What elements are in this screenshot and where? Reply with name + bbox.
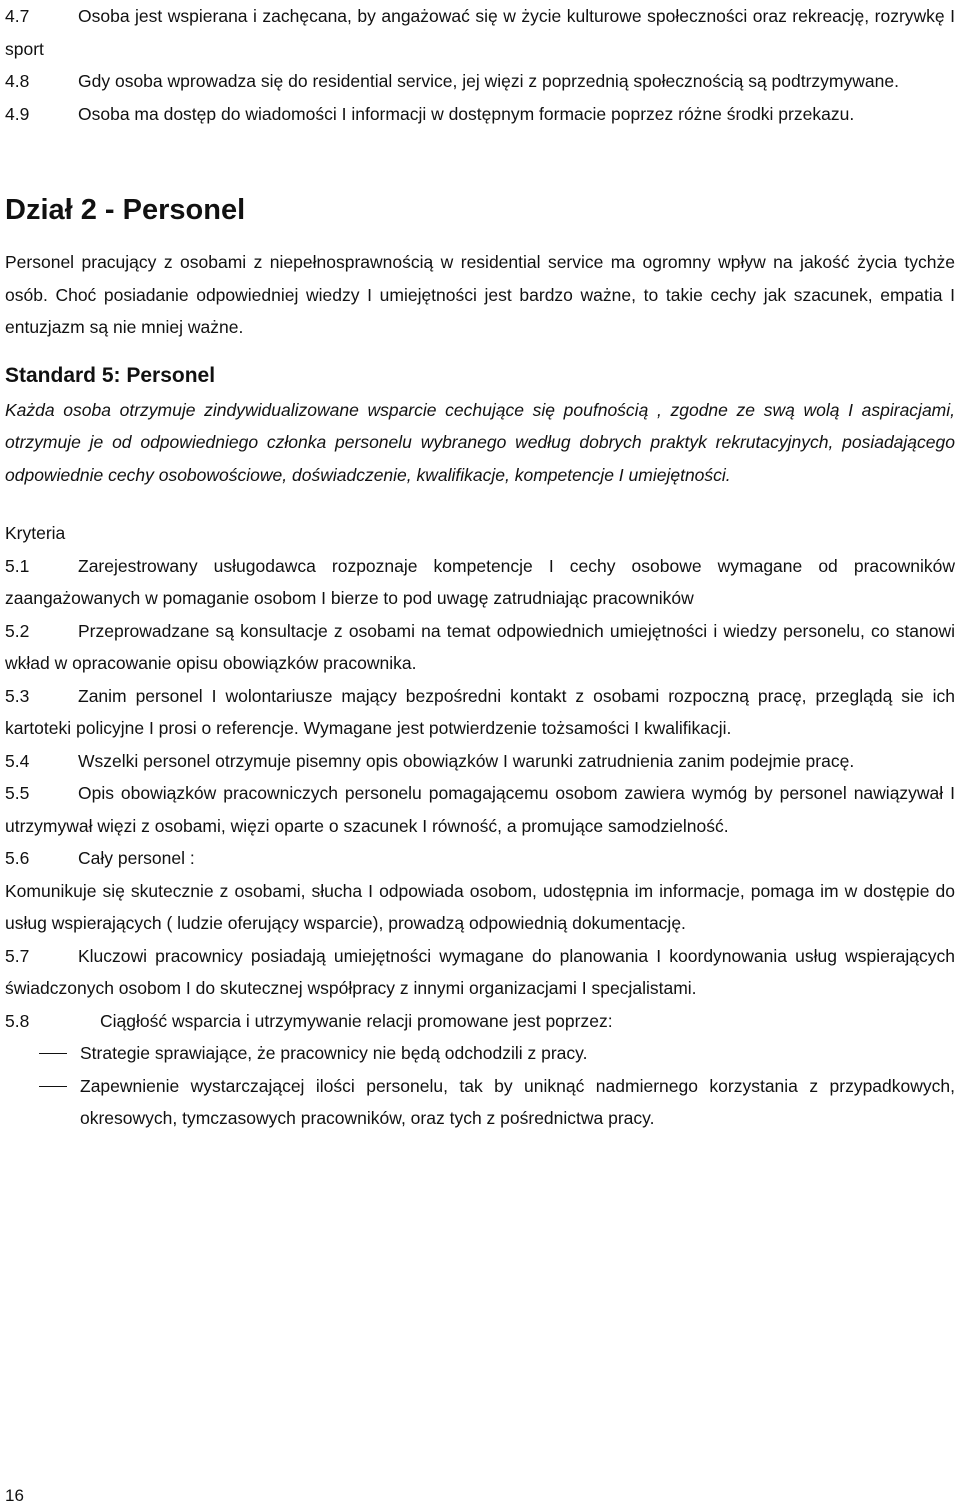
list-item-5-8 bbox=[5, 1005, 955, 1038]
bullet-text: Strategie sprawiające, że pracownicy nie będą odchodzili z pracy. bbox=[80, 1043, 588, 1063]
list-item-5-4 bbox=[5, 745, 955, 778]
item-text: Osoba ma dostęp do wiadomości I informacji w dostępnym formacie poprzez różne środki przekazu. bbox=[78, 103, 855, 124]
standard-description: Każda osoba otrzymuje zindywidualizowane wsparcie cechujące się poufnością , zgodne ze swą wolą I aspiracjami, otrzymuje je od odpowiedniego członka personelu wybranego według dobrych praktyk rekrutacyjnych, posiadającego odpowiednie cechy osobowościowe, doświadczenie, kwalifikacje, kompetencje I umiejętności. bbox=[5, 399, 955, 485]
item-number: 4.9 bbox=[5, 103, 30, 124]
item-number: 5.1 bbox=[5, 555, 30, 576]
item-number: 5.3 bbox=[5, 685, 30, 706]
list-item-4-9 bbox=[5, 98, 955, 131]
item-text: Osoba jest wspierana i zachęcana, by angażować się w życie kulturowe społeczności oraz rekreację, rozrywkę I sport bbox=[5, 6, 955, 59]
item-text: Gdy osoba wprowadza się do residential service, jej więzi z poprzednią społecznością są podtrzymywane. bbox=[78, 71, 899, 91]
dash-bullet-icon bbox=[39, 1086, 67, 1087]
section-heading: Dział 2 - Personel bbox=[5, 194, 246, 226]
item-text: Przeprowadzane są konsultacje z osobami na temat odpowiednich umiejętności i wiedzy personelu, co stanowi wkład w opracowanie opisu obowiązków pracownika. bbox=[5, 620, 955, 673]
list-item-4-8 bbox=[5, 65, 955, 98]
item-text: Zanim personel I wolontariusze mający bezpośredni kontakt z osobami rozpoczną pracę, przeglądą sie ich kartoteki policyjne I prosi o referencje. Wymagane jest potwierdzenie tożsamości I kwalifikacji. bbox=[5, 685, 955, 738]
section-intro: Personel pracujący z osobami z niepełnosprawnością w residential service ma ogromny wpływ na jakość życia tychże osób. Choć posiadanie odpowiedniej wiedzy I umiejętności jest bardzo ważne, to takie cechy jak szacunek, empatia I entuzjazm są nie mniej ważne. bbox=[5, 252, 955, 337]
item-text: Opis obowiązków pracowniczych personelu pomagającemu osobom zawiera wymóg by personel nawiązywał I utrzymywał więzi z osobami, więzi oparte o szacunek I równość, a promujące samodzielność. bbox=[5, 783, 955, 836]
bullet-item bbox=[5, 1070, 955, 1135]
item-number: 4.7 bbox=[5, 6, 30, 26]
page-number: 16 bbox=[5, 1486, 24, 1505]
bullet-text: Zapewnienie wystarczającej ilości personelu, tak by uniknąć nadmiernego korzystania z przypadkowych, okresowych, tymczasowych pracowników, oraz tych z pośrednictwa pracy. bbox=[80, 1075, 955, 1128]
item-number: 5.6 bbox=[5, 848, 30, 868]
document-page bbox=[5, 0, 955, 1135]
list-item-5-1 bbox=[5, 550, 955, 615]
criteria-label: Kryteria bbox=[5, 523, 66, 543]
item-number: 5.8 bbox=[5, 1010, 30, 1031]
standard-heading: Standard 5: Personel bbox=[5, 363, 216, 387]
item-number: 4.8 bbox=[5, 71, 30, 91]
item-text: Kluczowi pracownicy posiadają umiejętności wymagane do planowania I koordynowania usług wspierających świadczonych osobom I do skutecznej współpracy z innymi organizacjami I specjalistami. bbox=[5, 945, 955, 998]
list-item-5-3 bbox=[5, 680, 955, 745]
item-number: 5.4 bbox=[5, 750, 30, 771]
item-text: Ciągłość wsparcia i utrzymywanie relacji promowane jest poprzez: bbox=[100, 1010, 613, 1031]
list-item-5-5 bbox=[5, 777, 955, 842]
item-text: Cały personel : bbox=[78, 848, 195, 868]
dash-bullet-icon bbox=[39, 1053, 67, 1054]
item-number: 5.2 bbox=[5, 620, 30, 641]
item-text: Wszelki personel otrzymuje pisemny opis obowiązków I warunki zatrudnienia zanim podejmie pracę. bbox=[78, 750, 855, 771]
item-5-6-body: Komunikuje się skutecznie z osobami, słucha I odpowiada osobom, udostępnia im informacje, pomaga im w dostępie do usług wspierających ( ludzie oferujący wsparcie), prowadzą odpowiednią dokumentację. bbox=[5, 880, 955, 933]
item-number: 5.7 bbox=[5, 945, 30, 966]
list-item-5-6 bbox=[5, 842, 955, 875]
bullet-item bbox=[5, 1037, 955, 1070]
item-text: Zarejestrowany usługodawca rozpoznaje kompetencje I cechy osobowe wymagane od pracowników zaangażowanych w pomaganie osobom I bierze to pod uwagę zatrudniając pracowników bbox=[5, 555, 955, 608]
list-item-4-7 bbox=[5, 0, 955, 65]
list-item-5-7 bbox=[5, 940, 955, 1005]
item-number: 5.5 bbox=[5, 783, 30, 803]
list-item-5-2 bbox=[5, 615, 955, 680]
